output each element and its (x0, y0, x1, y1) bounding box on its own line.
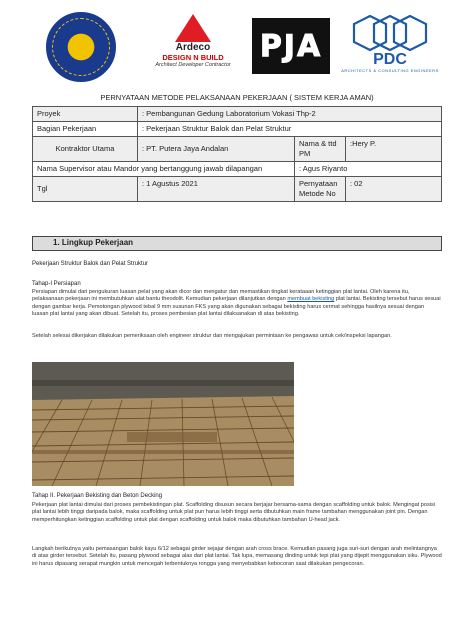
tahap1-paragraph (32, 289, 442, 319)
proyek-value: : Pembangunan Gedung Laboratorium Vokasi Thp-2 (138, 107, 442, 122)
nama-ttd-value: :Hery P. (346, 137, 442, 162)
pdc-logo (340, 14, 440, 80)
document-title: PERNYATAAN METODE PELAKSANAAN PEKERJAAN ( SISTEM KERJA AMAN) (100, 93, 374, 102)
supervisor-value: : Agus Riyanto (295, 162, 442, 177)
proyek-label: Proyek (33, 107, 138, 122)
pernyataan-value: : 02 (346, 177, 442, 202)
section-header (32, 236, 442, 251)
ardeco-triangle-icon (175, 14, 211, 42)
pdc-cube-icon (350, 14, 430, 52)
tahap1-text-a: Persiapan dimulai dari pengukuran luasan pelat yang akan dicor dan mengatur dan memastikan tingkat kerataaan ketinggian plat lantai. Oleh karena itu, pelaksanaan pekerjaan ini membutuhkan alat bantu theodolit. Kemudian pekerjaan dilanjutkan dengan (32, 289, 410, 303)
work-heading: Pekerjaan Struktur Balok dan Pelat Struktur (32, 261, 149, 267)
tgl-value: : 1 Agustus 2021 (138, 177, 295, 202)
kontraktor-value: : PT. Putera Jaya Andalan (138, 137, 295, 162)
ardeco-tagline: Architect Developer Contractor (155, 62, 231, 68)
bagian-label: Bagian Pekerjaan (33, 122, 138, 137)
nama-ttd-label: Nama & ttd PM (295, 137, 346, 162)
pja-logo (252, 18, 330, 74)
kontraktor-label: Kontraktor Utama (33, 137, 138, 162)
rebar-photo-image (32, 362, 294, 486)
bagian-value: : Pekerjaan Struktur Balok dan Pelat Struktur (138, 122, 442, 137)
section-label: 1. Lingkup Pekerjaan (53, 238, 134, 247)
header-logos (0, 10, 474, 85)
pernyataan-label: Pernyataan Metode No (295, 177, 346, 202)
pdc-tagline: ARCHITECTS & CONSULTING ENGINEERS (341, 68, 439, 73)
tahap1-text-b: plat lantai. Bekisting tersebut harus sesuai dengan gambar kerja. Pemotongan plywood tebal 9 mm susunan FKS yang akan digunakan sebagai bekisting harus cermat sehingga hasilnya sesuai dengan luasan plat lantai yang akan dibuat. Setelah itu, proses pembesian plat lantai dilaksanakan di atas bekisting. (32, 296, 441, 318)
tahap2-paragraph-1: Pekerjaan plat lantai dimulai dari proses pembekistingan plat. Scaffolding disusun secara berjajar bersama-sama dengan scaffolding untuk balok. Mengingat posisi plat lantai lebih tinggi daripada balok, maka scaffolding untuk plat pun harus lebih tinggi serta dibutuhkan main frame tambahan menggunakan joint pin. Dengan memperhitungkan ketinggian scaffolding untuk plat dengan scaffolding untuk balok maka dibutuhkan tambahan U-head jack. (32, 502, 436, 523)
project-info-table (32, 106, 442, 202)
pdc-name: PDC (373, 51, 407, 68)
ardeco-subtitle: DESIGN N BUILD (162, 53, 224, 62)
tahap1-paragraph-2: Setelah selesai dikerjakan dilakukan pemeriksaan oleh engineer struktur dan mengajukan permintaan ke pengawas untuk cek/inspeksi lapangan. (32, 333, 392, 339)
bekisting-link[interactable]: membuat bekisting (287, 296, 335, 303)
ardeco-brand: Ardeco (175, 42, 211, 53)
supervisor-label: Nama Supervisor atau Mandor yang bertanggung jawab dilapangan (33, 162, 295, 177)
pja-logo-text: PJA (259, 28, 323, 64)
tgl-label: Tgl (33, 177, 138, 202)
tahap1-title: Tahap-I Persiapan (32, 281, 81, 287)
tahap2-title: Tahap II. Pekerjaan Bekisting dan Beton Decking (32, 493, 163, 499)
university-logo (46, 12, 116, 82)
tahap2-paragraph-2: Langkah berikutnya yaitu pemasangan balok kayu 6/12 sebagai girder sejajar dengan arah cross brace. Kemudian pasang juga suri-suri dengan arah melintangnya di atas girder tersebut. Setelah itu, pasang plywood sebagai alas dari plat lantai. Tak lupa, memasang dinding untuk tepi plat yang dijepit menggunakan siku. Plywood ini harus dipasang serapat mungkin untuk mencegah terbentuknya rongga yang menyebabkan kebocoran saat dilakukan pengecoran. (32, 546, 442, 567)
ardeco-logo (148, 14, 238, 76)
construction-photo (32, 362, 294, 486)
